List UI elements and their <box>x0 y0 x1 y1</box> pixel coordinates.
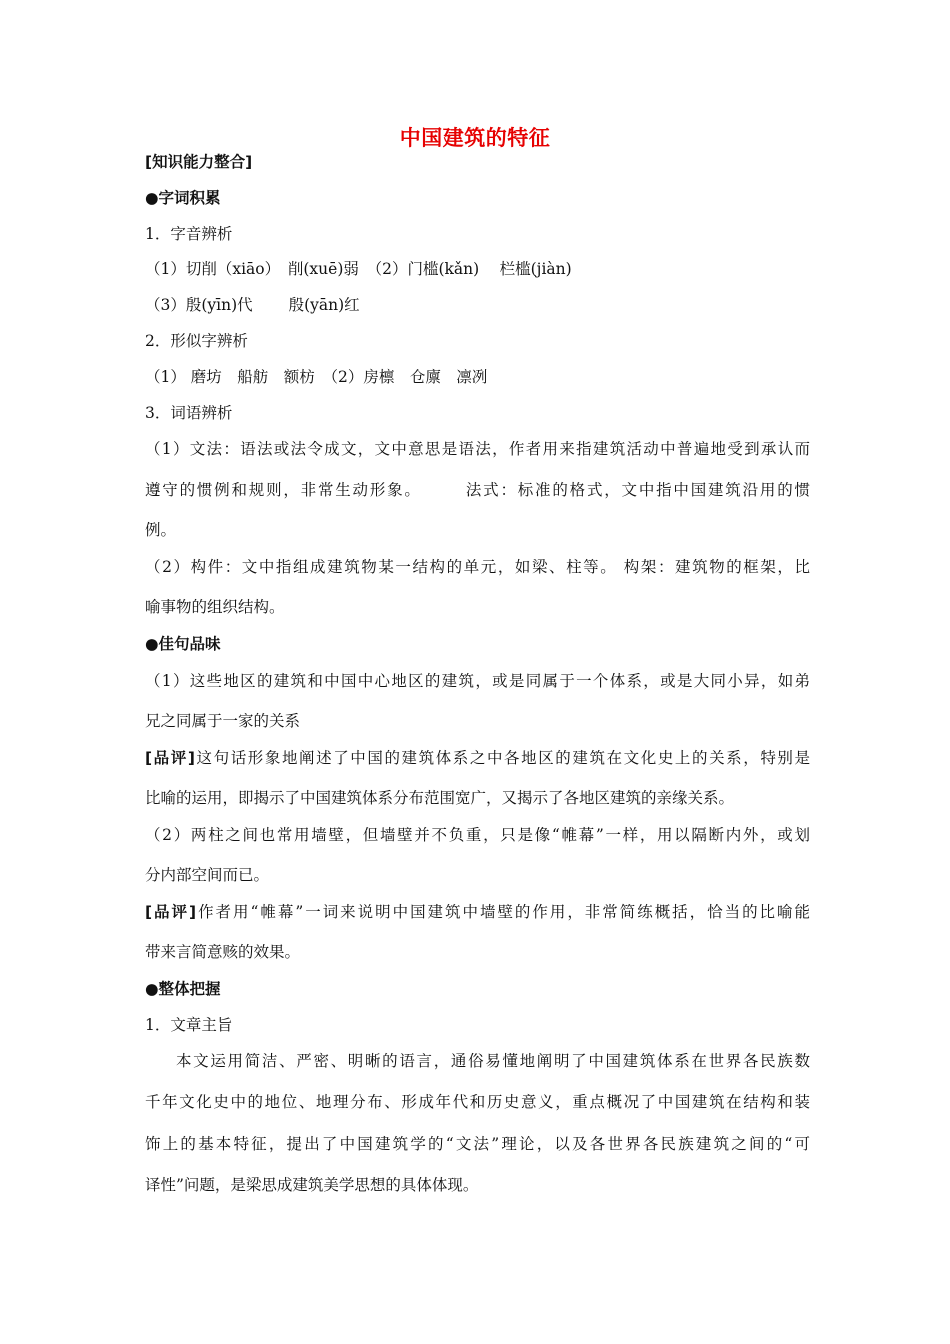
comment2-text: 作者用“帷幕”一词来说明中国建筑中墙壁的作用，非常简练概括，恰当的比喻能 <box>196 903 810 921</box>
vocab-item1-line1: （1）切削（xiāo） 削(xuē)弱 （2）门槛(kǎn) 栏槛(jiàn) <box>145 260 572 278</box>
sentence1-line1: （1）这些地区的建筑和中国中心地区的建筑，或是同属于一个体系，或是大同小异，如弟 <box>145 672 810 690</box>
sentence1-line2: 兄之同属于一家的关系 <box>145 712 301 730</box>
comment1-tag: [品评] <box>145 749 195 767</box>
vocab-heading: ●字词积累 <box>145 189 221 207</box>
vocab-item3-p2-line2: 喻事物的组织结构。 <box>145 598 285 616</box>
overall-heading: ●整体把握 <box>145 980 221 998</box>
vocab-item3-p2-line1: （2）构件：文中指组成建筑物某一结构的单元，如梁、柱等。 构架：建筑物的框架，比 <box>145 558 810 576</box>
page-title: 中国建筑的特征 <box>399 126 551 150</box>
comment2-tag: [品评] <box>145 903 197 921</box>
overall-paragraph-line2: 千年文化史中的地位、地理分布、形成年代和历史意义，重点概况了中国建筑在结构和装 <box>145 1093 810 1111</box>
overall-paragraph-line3: 饰上的基本特征，提出了中国建筑学的“文法”理论，以及各世界各民族建筑之间的“可 <box>145 1135 810 1153</box>
comment1-text: 这句话形象地阐述了中国的建筑体系之中各地区的建筑在文化史上的关系，特别是 <box>194 749 810 767</box>
comment2-line1 <box>145 902 810 922</box>
overall-item1-title: 1．文章主旨 <box>145 1016 233 1034</box>
vocab-item1-title: 1．字音辨析 <box>145 225 233 243</box>
comment1-line2: 比喻的运用，即揭示了中国建筑体系分布范围宽广，又揭示了各地区建筑的亲缘关系。 <box>145 789 735 807</box>
vocab-item2-line1: （1） 磨坊 船舫 额枋 （2）房檩 仓廪 凛冽 <box>145 368 488 386</box>
vocab-item3-p1-line2: 遵守的惯例和规则，非常生动形象。 法式：标准的格式，文中指中国建筑沿用的惯 <box>145 481 810 499</box>
comment1-line1 <box>145 748 810 768</box>
overall-paragraph-line1: 本文运用简洁、严密、明晰的语言，通俗易懂地阐明了中国建筑体系在世界各民族数 <box>176 1052 810 1070</box>
vocab-item2-title: 2．形似字辨析 <box>145 332 248 350</box>
overall-paragraph-line4: 译性”问题，是梁思成建筑美学思想的具体体现。 <box>145 1176 479 1194</box>
sentence2-line2: 分内部空间而已。 <box>145 866 270 884</box>
sentence2-line1: （2）两柱之间也常用墙壁，但墙壁并不负重，只是像“帷幕”一样，用以隔断内外，或划 <box>145 826 810 844</box>
vocab-item3-p1-line1: （1）文法：语法或法令成文，文中意思是语法，作者用来指建筑活动中普遍地受到承认而 <box>145 440 810 458</box>
vocab-item1-line2: （3）殷(yīn)代 殷(yān)红 <box>145 296 360 314</box>
sentences-heading: ●佳句品味 <box>145 635 221 653</box>
comment2-line2: 带来言简意赅的效果。 <box>145 943 301 961</box>
vocab-item3-p1-line3: 例。 <box>145 521 177 539</box>
vocab-item3-title: 3．词语辨析 <box>145 404 233 422</box>
section-header: [知识能力整合] <box>145 153 253 171</box>
